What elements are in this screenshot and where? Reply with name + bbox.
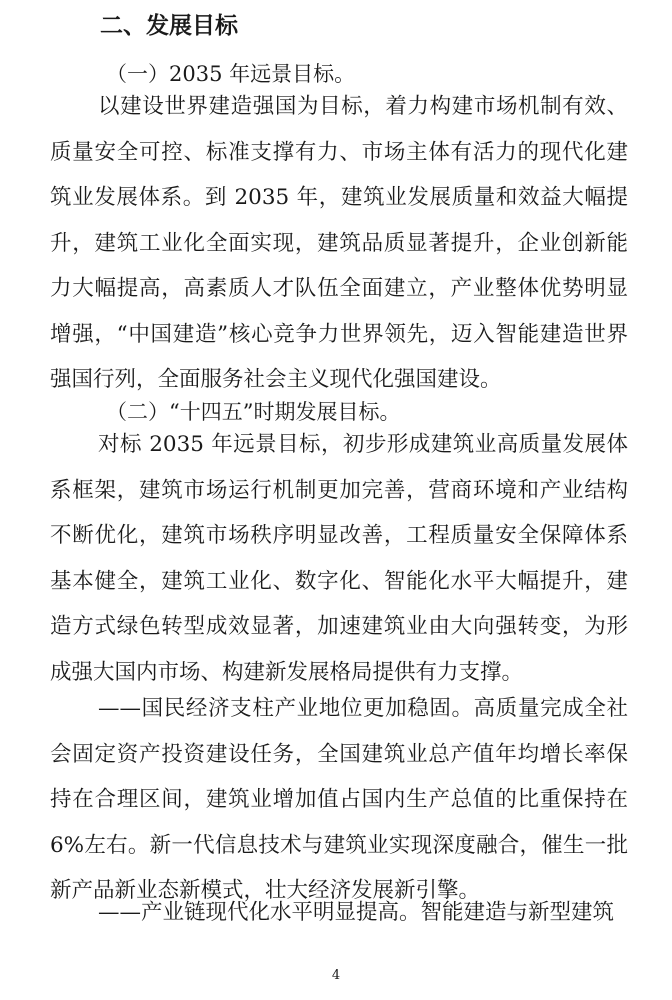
paragraph-pillar-industry: ——国民经济支柱产业地位更加稳固。高质量完成全社会固定资产投资建设任务，全国建筑业总产值年均增长率保持在合理区间，建筑业增加值占国内生产总值的比重保持在6%左右。新一代信息技术与建筑业实现深度融合，催生一批新产品新业态新模式，壮大经济发展新引擎。 [50,696,628,903]
subsection-title-2035: （一）2035 年远景目标。 [106,62,356,86]
subsection-title-14th-five-year: （二）“十四五”时期发展目标。 [106,400,401,424]
paragraph-2035-vision: 以建设世界建造强国为目标，着力构建市场机制有效、质量安全可控、标准支撑有力、市场主体有活力的现代化建筑业发展体系。到 2035 年，建筑业发展质量和效益大幅提升，建筑工业化全面实现，建筑品质显著提升，企业创新能力大幅提高，高素质人才队伍全面建立，产业整体优势明显增强，“中国建造”核心竞争力世界领先，迈入智能建造世界强国行列，全面服务社会主义现代化强国建设。 [50,94,628,392]
paragraph-industry-chain: ——产业链现代化水平明显提高。智能建造与新型建筑 [98,900,615,925]
section-heading: 二、发展目标 [100,13,238,39]
paragraph-14th-five-year-goals: 对标 2035 年远景目标，初步形成建筑业高质量发展体系框架，建筑市场运行机制更加完善，营商环境和产业结构不断优化，建筑市场秩序明显改善，工程质量安全保障体系基本健全，建筑工业化、数字化、智能化水平大幅提升，建造方式绿色转型成效显著，加速建筑业由大向强转变，为形成强大国内市场、构建新发展格局提供有力支撑。 [50,432,628,685]
page-number: 4 [331,968,341,983]
